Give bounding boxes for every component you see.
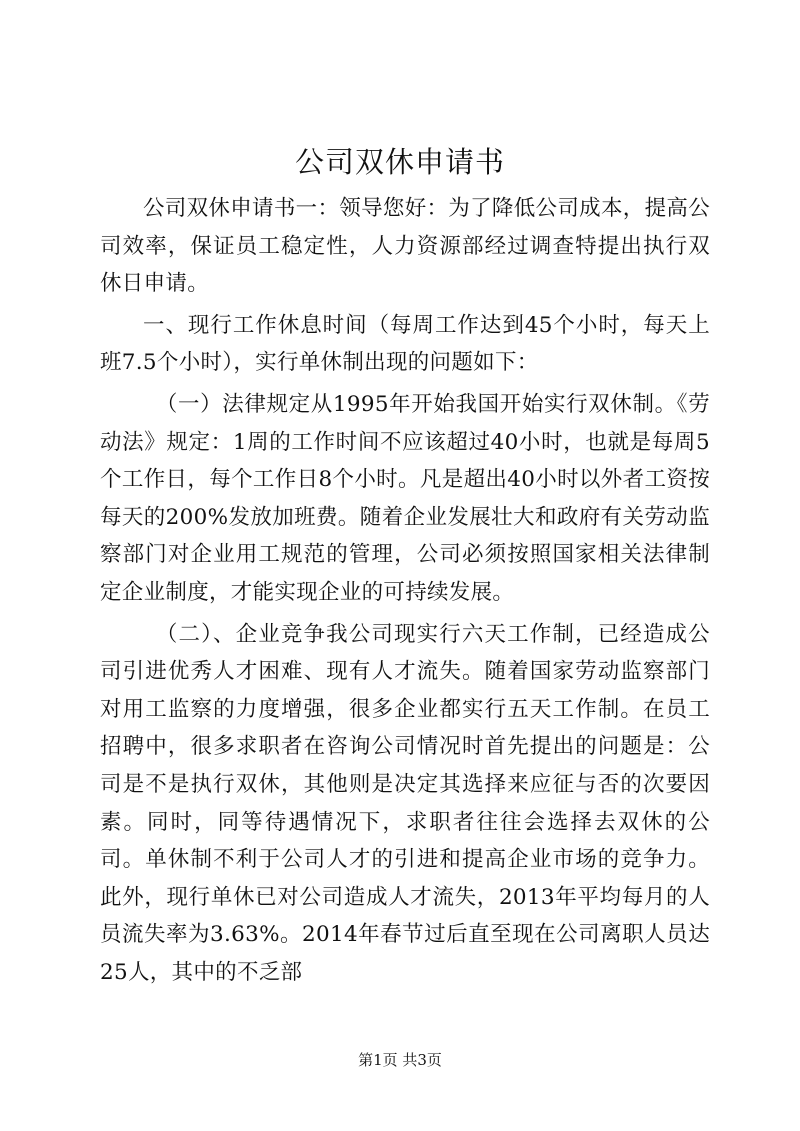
document-title: 公司双休申请书: [294, 145, 505, 179]
page-footer: 第1页 共3页: [358, 1051, 442, 1069]
document-body: [100, 190, 710, 991]
paragraph-intro: 公司双休申请书一：领导您好：为了降低公司成本，提高公司效率，保证员工稳定性，人力资源部经过调查特提出执行双休日申请。: [100, 196, 710, 297]
paragraph-section-one: 一、现行工作休息时间（每周工作达到45个小时，每天上班7.5个小时），实行单休制出现的问题如下：: [100, 312, 710, 376]
paragraph-item-two: （二）、企业竞争我公司现实行六天工作制，已经造成公司引进优秀人才困难、现有人才流失。随着国家劳动监察部门对用工监察的力度增强，很多企业都实行五天工作制。在员工招聘中，很多求职者在咨询公司情况时首先提出的问题是：公司是不是执行双休，其他则是决定其选择来应征与否的次要因素。同时，同等待遇情况下，求职者往往会选择去双休的公司。单休制不利于公司人才的引进和提高企业市场的竞争力。此外，现行单休已对公司造成人才流失，2013年平均每月的人员流失率为3.63%。2014年春节过后直至现在公司离职人员达25人，其中的不乏部: [100, 621, 710, 985]
paragraph-item-one: （一）法律规定从1995年开始我国开始实行双休制。《劳动法》规定：1周的工作时间不应该超过40小时，也就是每周5个工作日，每个工作日8个小时。凡是超出40小时以外者工资按每天的200%发放加班费。随着企业发展壮大和政府有关劳动监察部门对企业用工规范的管理，公司必须按照国家相关法律制定企业制度，才能实现企业的可持续发展。: [100, 391, 710, 605]
